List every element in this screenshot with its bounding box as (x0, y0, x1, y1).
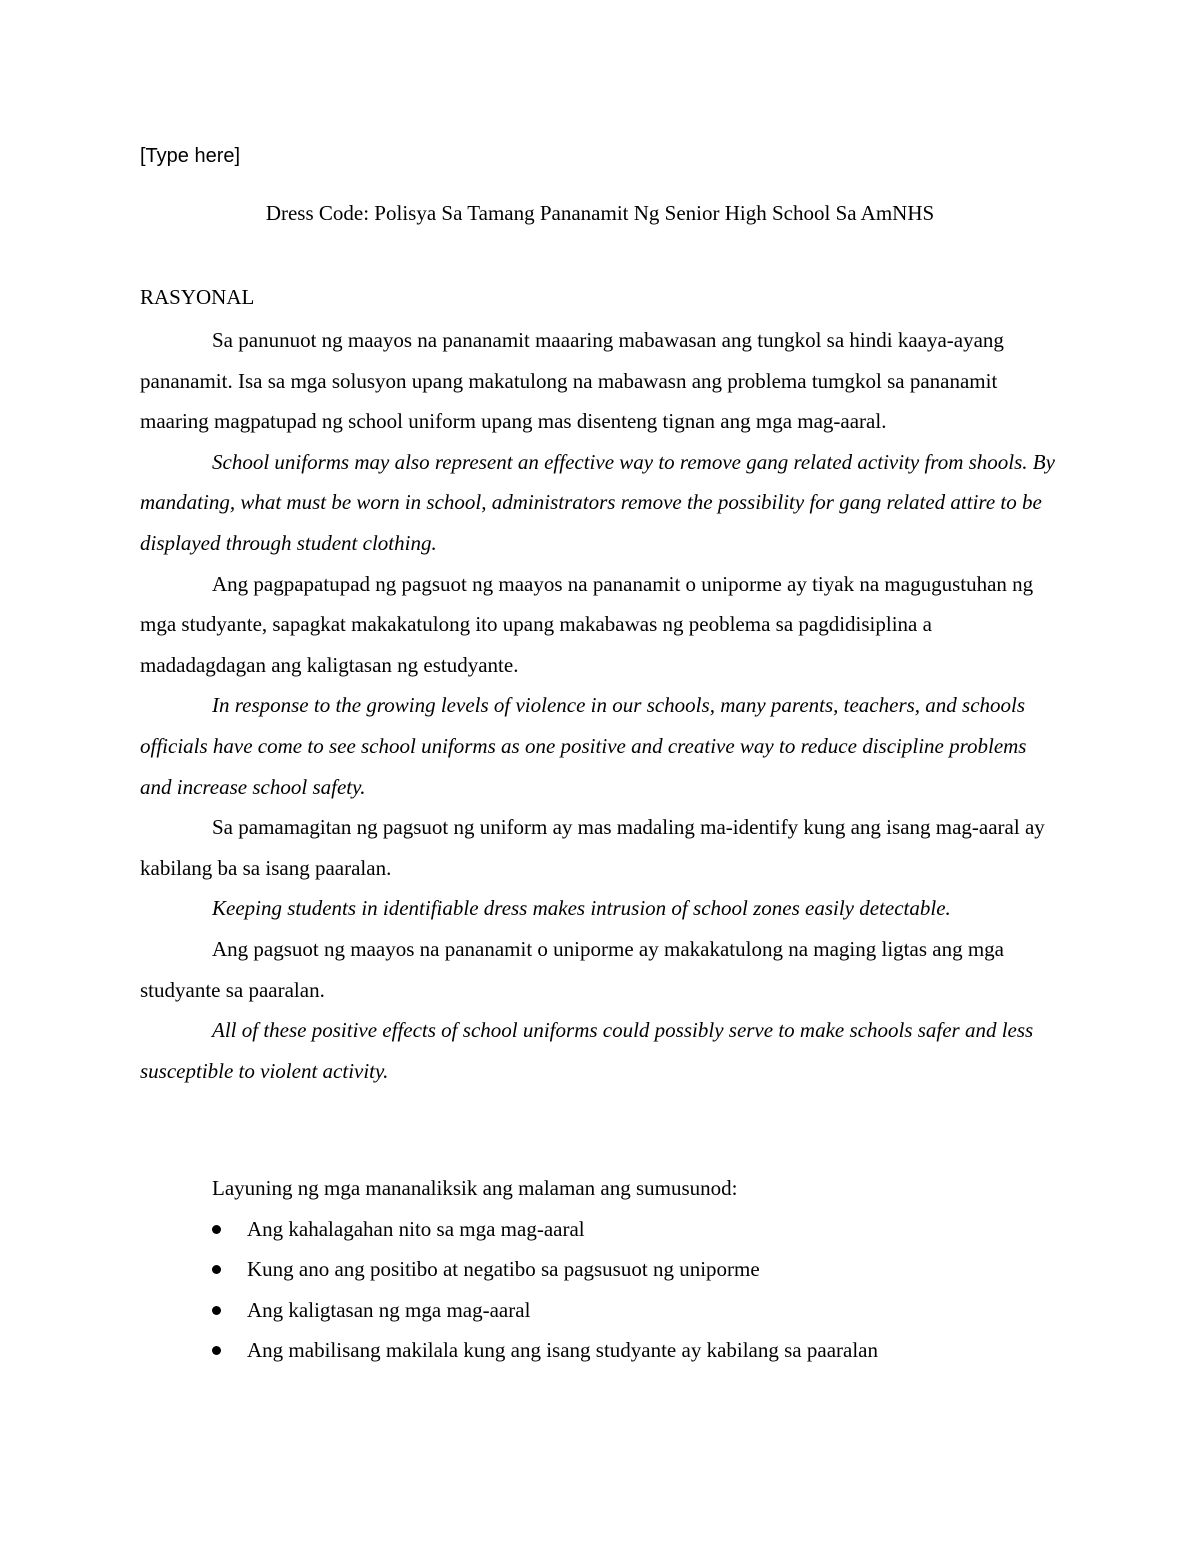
document-title: Dress Code: Polisya Sa Tamang Pananamit Ng Senior High School Sa AmNHS (265, 201, 935, 225)
header-placeholder[interactable]: [Type here] (140, 145, 241, 167)
objectives-list (140, 1209, 1060, 1371)
list-item (140, 1290, 1060, 1331)
list-item-text: Ang kahalagahan nito sa mga mag-aaral (247, 1216, 585, 1241)
list-item-text: Ang mabilisang makilala kung ang isang studyante ay kabilang sa paaralan (247, 1338, 878, 1363)
bullet-icon (212, 1306, 221, 1315)
paragraph-5: Sa pamamagitan ng pagsuot ng uniform ay mas madaling ma-identify kung ang isang mag-aaral ay kabilang ba sa isang paaralan. (140, 815, 1045, 880)
objectives-section (140, 1168, 1060, 1371)
list-item (140, 1330, 1060, 1371)
bullet-icon (212, 1225, 221, 1234)
list-item-text: Kung ano ang positibo at negatibo sa pagsusuot ng uniporme (247, 1257, 760, 1282)
list-item (140, 1249, 1060, 1290)
rationale-body (140, 320, 1060, 1091)
section-heading: RASYONAL (140, 285, 255, 309)
paragraph-3: Ang pagpapatupad ng pagsuot ng maayos na pananamit o uniporme ay tiyak na magugustuhan ng mga studyante, sapagkat makakatulong ito upang makabawas ng peoblema sa pagdidisiplina a madadagdagan ang kaligtasan ng estudyante. (140, 571, 1034, 677)
bullet-icon (212, 1265, 221, 1274)
paragraph-7: Ang pagsuot ng maayos na pananamit o uniporme ay makakatulong na maging ligtas ang mga studyante sa paaralan. (140, 936, 1004, 1002)
paragraph-6: Keeping students in identifiable dress makes intrusion of school zones easily detectable. (212, 896, 951, 921)
paragraph-1: Sa panunuot ng maayos na pananamit maaaring mabawasan ang tungkol sa hindi kaaya-ayang pananamit. Isa sa mga solusyon upang makatulong na mabawasn ang problema tumgkol sa pananamit maaring magpatupad ng school uniform upang mas disenteng tignan ang mga mag-aaral. (140, 328, 1004, 434)
list-item (140, 1209, 1060, 1250)
paragraph-8: All of these positive effects of school uniforms could possibly serve to make schools safer and less susceptible to violent activity. (140, 1018, 1034, 1083)
paragraph-4: In response to the growing levels of violence in our schools, many parents, teachers, and schools officials have come to see school uniforms as one positive and creative way to reduce discipline problems and increase school safety. (140, 693, 1027, 799)
paragraph-2: School uniforms may also represent an effective way to remove gang related activity from shools. By mandating, what must be worn in school, administrators remove the possibility for gang related attire to be displayed through student clothing. (140, 449, 1055, 555)
bullet-icon (212, 1346, 221, 1355)
list-item-text: Ang kaligtasan ng mga mag-aaral (247, 1297, 531, 1322)
objectives-intro: Layuning ng mga mananaliksik ang malaman ang sumusunod: (212, 1176, 738, 1200)
